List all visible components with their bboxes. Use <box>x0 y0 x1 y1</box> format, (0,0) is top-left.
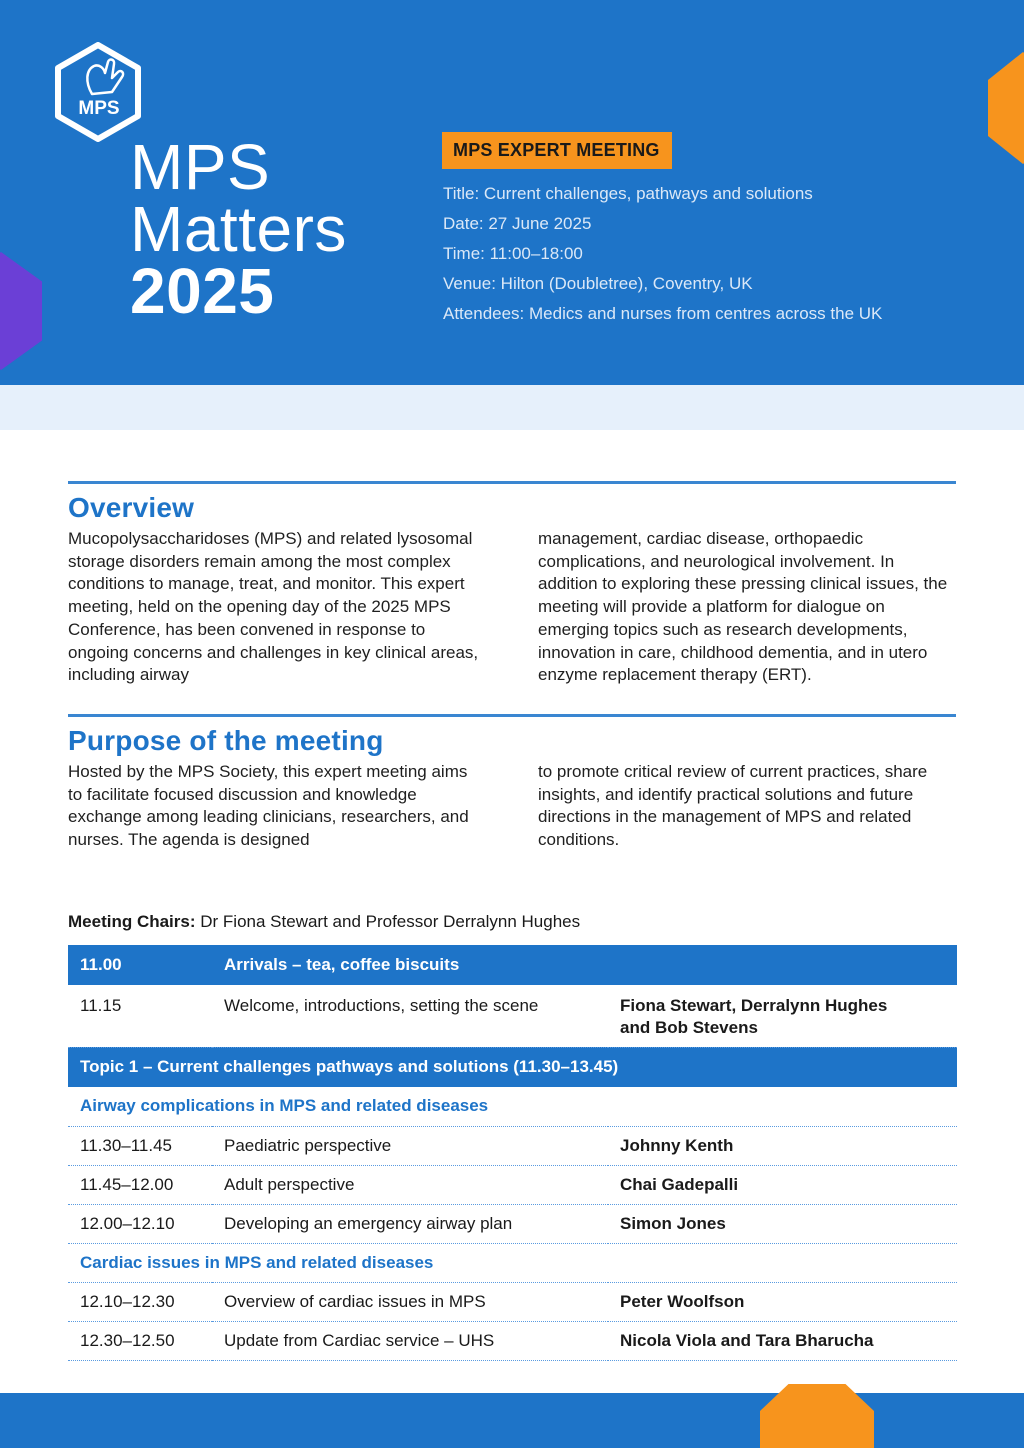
overview-heading: Overview <box>68 492 195 523</box>
agenda-row <box>68 1321 957 1360</box>
agenda-time: 11.15 <box>68 985 212 1047</box>
meeting-time: Time: 11:00–18:00 <box>443 244 583 263</box>
agenda-row <box>68 985 957 1047</box>
speaker-line: Fiona Stewart, Derralynn Hughes <box>620 996 888 1015</box>
overview-text-left: Mucopolysaccharidoses (MPS) and related lysosomal storage disorders remain among the most complex conditions to manage, treat, and monitor. This expert meeting, held on the opening day of the 2025 MPS Conference, has been convened in response to ongoing concerns and challenges in key clinical areas, including airway <box>68 529 479 685</box>
subsection-title: Airway complications in MPS and related diseases <box>68 1087 957 1126</box>
brand-title <box>130 131 430 327</box>
meeting-badge: MPS EXPERT MEETING <box>442 132 672 169</box>
agenda-title: Overview of cardiac issues in MPS <box>212 1282 608 1321</box>
agenda-time: 11.45–12.00 <box>68 1165 212 1204</box>
agenda-time: 12.00–12.10 <box>68 1204 212 1243</box>
overview-section <box>68 481 956 687</box>
agenda-title: Arrivals – tea, coffee biscuits <box>224 955 460 974</box>
mps-logo <box>52 42 144 142</box>
meeting-title: Title: Current challenges, pathways and solutions <box>443 184 813 203</box>
logo-text: MPS <box>78 98 120 119</box>
agenda-time: 11.30–11.45 <box>68 1126 212 1165</box>
agenda-header-row <box>68 945 957 985</box>
agenda-speaker: Simon Jones <box>608 1204 957 1243</box>
purpose-text-left: Hosted by the MPS Society, this expert meeting aims to facilitate focused discussion and knowledge exchange among leading clinicians, researchers, and nurses. The agenda is designed <box>68 762 469 850</box>
purpose-section <box>68 714 956 852</box>
agenda-row <box>68 1204 957 1243</box>
section-divider <box>68 481 956 484</box>
agenda-row <box>68 1126 957 1165</box>
purpose-columns <box>68 761 956 852</box>
agenda-title: Developing an emergency airway plan <box>212 1204 608 1243</box>
agenda-time: 12.10–12.30 <box>68 1282 212 1321</box>
speaker-line: and Bob Stevens <box>620 1018 758 1037</box>
meeting-attendees: Attendees: Medics and nurses from centres across the UK <box>443 304 883 323</box>
purpose-heading: Purpose of the meeting <box>68 725 384 756</box>
agenda-speaker: Johnny Kenth <box>608 1126 957 1165</box>
section-divider <box>68 714 956 717</box>
agenda-speaker: Peter Woolfson <box>608 1282 957 1321</box>
chairs-names: Dr Fiona Stewart and Professor Derralynn Hughes <box>200 912 581 931</box>
meeting-date: Date: 27 June 2025 <box>443 214 592 233</box>
agenda-title: Welcome, introductions, setting the scene <box>212 985 608 1047</box>
agenda-speaker: Nicola Viola and Tara Bharucha <box>608 1321 957 1360</box>
meeting-chairs <box>68 912 580 932</box>
agenda-time: 11.00 <box>80 955 122 974</box>
agenda-table <box>68 945 957 1361</box>
brand-line: MPS <box>130 131 271 203</box>
meeting-venue: Venue: Hilton (Doubletree), Coventry, UK <box>443 274 753 293</box>
agenda-title: Adult perspective <box>212 1165 608 1204</box>
agenda-title: Update from Cardiac service – UHS <box>212 1321 608 1360</box>
brand-line: Matters <box>130 193 347 265</box>
topic-header-row <box>68 1047 957 1087</box>
agenda-row <box>68 1165 957 1204</box>
subsection-row <box>68 1243 957 1282</box>
agenda-speaker <box>608 985 957 1047</box>
agenda-time: 12.30–12.50 <box>68 1321 212 1360</box>
chairs-label: Meeting Chairs: <box>68 912 196 931</box>
subsection-row <box>68 1087 957 1126</box>
agenda-row <box>68 1282 957 1321</box>
meeting-details <box>443 181 882 331</box>
subsection-title: Cardiac issues in MPS and related diseases <box>68 1243 957 1282</box>
topic-title: Topic 1 – Current challenges pathways and solutions (11.30–13.45) <box>80 1057 619 1077</box>
overview-text-right: management, cardiac disease, orthopaedic complications, and neurological involvement. In addition to exploring these pressing clinical issues, the meeting will provide a platform for dialogue on emerging topics such as research developments, innovation in care, childhood dementia, and in utero enzyme replacement therapy (ERT). <box>538 529 948 685</box>
decorative-hexagon <box>0 252 42 370</box>
brand-year: 2025 <box>130 255 275 327</box>
agenda-title: Paediatric perspective <box>212 1126 608 1165</box>
decorative-hexagon <box>988 52 1024 164</box>
agenda-speaker: Chai Gadepalli <box>608 1165 957 1204</box>
purpose-text-right: to promote critical review of current practices, share insights, and identify practical solutions and future directions in the management of MPS and related conditions. <box>538 762 928 850</box>
header-band <box>0 385 1024 430</box>
overview-columns <box>68 528 956 687</box>
header-banner <box>0 0 1024 385</box>
